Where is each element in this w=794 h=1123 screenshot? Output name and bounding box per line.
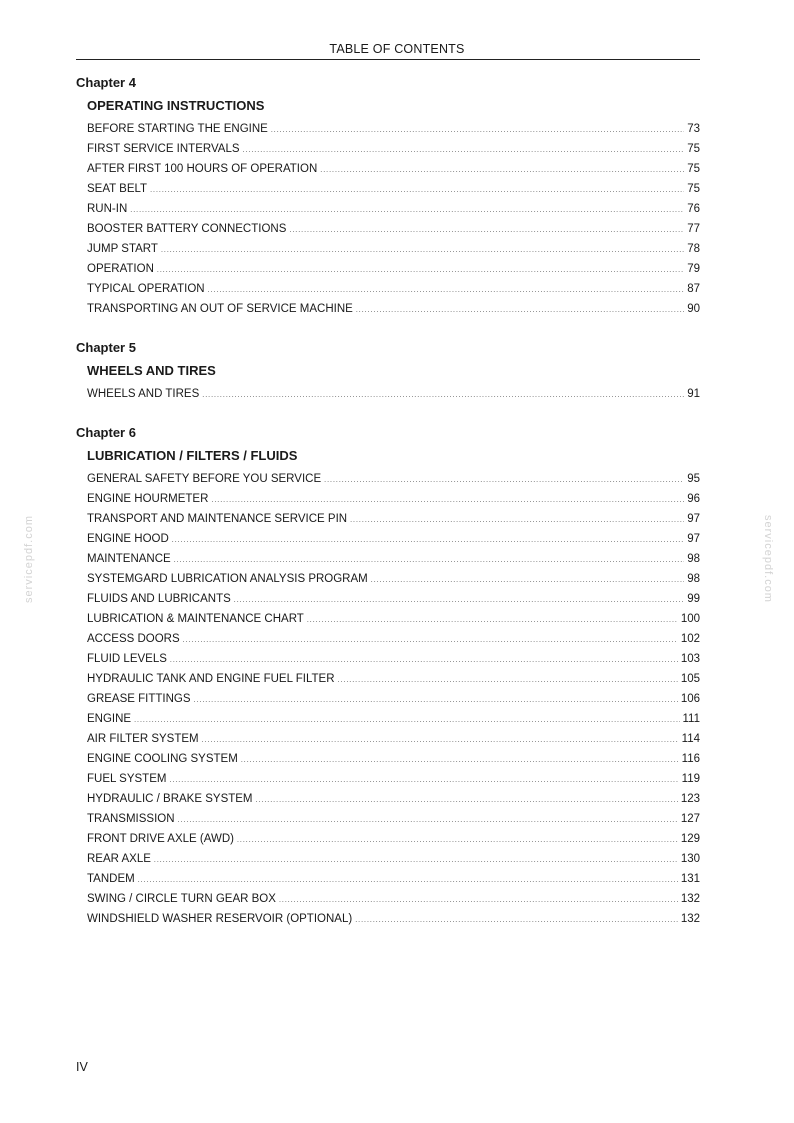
- toc-entry-page: 102: [680, 633, 700, 645]
- toc-entry-list: [87, 384, 700, 404]
- toc-entry-title: ACCESS DOORS: [87, 633, 180, 645]
- watermark-right: servicepdf.com: [762, 515, 774, 603]
- toc-entry-title: SEAT BELT: [87, 183, 148, 195]
- dot-leader: [355, 911, 678, 931]
- page-header-title: TABLE OF CONTENTS: [329, 42, 465, 56]
- toc-entry-title: ENGINE: [87, 713, 132, 725]
- toc-entry[interactable]: [87, 179, 700, 199]
- toc-entry-title: SYSTEMGARD LUBRICATION ANALYSIS PROGRAM: [87, 573, 368, 585]
- dot-leader: [208, 281, 685, 301]
- toc-entry[interactable]: [87, 219, 700, 239]
- toc-entry[interactable]: [87, 199, 700, 219]
- toc-entry-title: TRANSPORTING AN OUT OF SERVICE MACHINE: [87, 303, 353, 315]
- dot-leader: [243, 141, 685, 161]
- section-title: WHEELS AND TIRES: [87, 363, 216, 378]
- chapter-heading: Chapter 4: [76, 75, 136, 90]
- dot-leader: [356, 301, 684, 321]
- toc-entry-page: 123: [680, 793, 700, 805]
- dot-leader: [202, 386, 684, 406]
- toc-entry[interactable]: [87, 589, 700, 609]
- toc-entry-page: 91: [687, 388, 700, 400]
- dot-leader: [174, 551, 685, 571]
- dot-leader: [234, 591, 684, 611]
- toc-entry-page: 79: [687, 263, 700, 275]
- chapter-heading: Chapter 6: [76, 425, 136, 440]
- toc-entry-page: 73: [687, 123, 700, 135]
- dot-leader: [241, 751, 679, 771]
- toc-entry[interactable]: [87, 889, 700, 909]
- toc-entry-page: 75: [687, 183, 700, 195]
- toc-entry-title: WINDSHIELD WASHER RESERVOIR (OPTIONAL): [87, 913, 353, 925]
- toc-entry-title: FIRST SERVICE INTERVALS: [87, 143, 240, 155]
- toc-entry-title: BOOSTER BATTERY CONNECTIONS: [87, 223, 287, 235]
- toc-entry-title: SWING / CIRCLE TURN GEAR BOX: [87, 893, 276, 905]
- toc-entry-title: ENGINE HOOD: [87, 533, 169, 545]
- toc-entry-title: HYDRAULIC TANK AND ENGINE FUEL FILTER: [87, 673, 335, 685]
- toc-entry-page: 106: [680, 693, 700, 705]
- toc-entry-title: TRANSPORT AND MAINTENANCE SERVICE PIN: [87, 513, 348, 525]
- dot-leader: [134, 711, 679, 731]
- toc-entry[interactable]: [87, 729, 700, 749]
- toc-entry[interactable]: [87, 299, 700, 319]
- toc-entry[interactable]: [87, 709, 700, 729]
- toc-entry-title: AIR FILTER SYSTEM: [87, 733, 199, 745]
- dot-leader: [289, 221, 684, 241]
- toc-entry-title: TYPICAL OPERATION: [87, 283, 205, 295]
- dot-leader: [194, 691, 678, 711]
- toc-entry[interactable]: [87, 649, 700, 669]
- dot-leader: [202, 731, 679, 751]
- toc-entry-page: 114: [681, 733, 700, 745]
- toc-entry[interactable]: [87, 159, 700, 179]
- toc-entry-title: AFTER FIRST 100 HOURS OF OPERATION: [87, 163, 318, 175]
- dot-leader: [150, 181, 684, 201]
- toc-entry[interactable]: [87, 849, 700, 869]
- toc-entry-page: 95: [687, 473, 700, 485]
- toc-entry[interactable]: [87, 549, 700, 569]
- toc-entry-title: FUEL SYSTEM: [87, 773, 167, 785]
- toc-entry-page: 96: [687, 493, 700, 505]
- toc-entry-title: FRONT DRIVE AXLE (AWD): [87, 833, 234, 845]
- toc-entry[interactable]: [87, 529, 700, 549]
- toc-entry-page: 100: [680, 613, 700, 625]
- toc-entry[interactable]: [87, 139, 700, 159]
- toc-entry[interactable]: [87, 239, 700, 259]
- section-title: LUBRICATION / FILTERS / FLUIDS: [87, 448, 298, 463]
- dot-leader: [271, 121, 684, 141]
- toc-entry-title: TANDEM: [87, 873, 135, 885]
- toc-entry[interactable]: [87, 279, 700, 299]
- watermark-left: servicepdf.com: [23, 515, 35, 603]
- dot-leader: [170, 651, 678, 671]
- toc-entry-page: 105: [680, 673, 700, 685]
- toc-entry-title: REAR AXLE: [87, 853, 151, 865]
- toc-entry-page: 75: [687, 143, 700, 155]
- toc-entry[interactable]: [87, 749, 700, 769]
- toc-entry-title: OPERATION: [87, 263, 154, 275]
- toc-entry-title: WHEELS AND TIRES: [87, 388, 200, 400]
- toc-entry-page: 98: [687, 553, 700, 565]
- chapter-heading: Chapter 5: [76, 340, 136, 355]
- toc-entry-title: FLUID LEVELS: [87, 653, 167, 665]
- toc-entry-list: [87, 469, 700, 929]
- toc-entry-page: 87: [687, 283, 700, 295]
- toc-entry[interactable]: [87, 469, 700, 489]
- dot-leader: [279, 891, 678, 911]
- toc-entry-page: 127: [680, 813, 700, 825]
- toc-entry[interactable]: [87, 384, 700, 404]
- dot-leader: [183, 631, 678, 651]
- dot-leader: [237, 831, 678, 851]
- toc-entry-title: GREASE FITTINGS: [87, 693, 191, 705]
- toc-entry[interactable]: [87, 569, 700, 589]
- dot-leader: [320, 161, 684, 181]
- toc-entry-title: GENERAL SAFETY BEFORE YOU SERVICE: [87, 473, 322, 485]
- toc-entry-title: ENGINE HOURMETER: [87, 493, 209, 505]
- toc-entry-page: 129: [680, 833, 700, 845]
- toc-entry-title: BEFORE STARTING THE ENGINE: [87, 123, 268, 135]
- dot-leader: [256, 791, 678, 811]
- toc-entry[interactable]: [87, 809, 700, 829]
- dot-leader: [211, 491, 684, 511]
- dot-leader: [154, 851, 678, 871]
- toc-entry-title: HYDRAULIC / BRAKE SYSTEM: [87, 793, 253, 805]
- toc-entry-title: LUBRICATION & MAINTENANCE CHART: [87, 613, 304, 625]
- toc-entry-page: 98: [687, 573, 700, 585]
- dot-leader: [338, 671, 678, 691]
- toc-entry[interactable]: [87, 489, 700, 509]
- toc-entry-title: TRANSMISSION: [87, 813, 175, 825]
- toc-entry[interactable]: [87, 629, 700, 649]
- toc-entry-page: 77: [687, 223, 700, 235]
- toc-entry[interactable]: [87, 909, 700, 929]
- toc-entry-page: 97: [687, 513, 700, 525]
- dot-leader: [138, 871, 678, 891]
- toc-entry-title: MAINTENANCE: [87, 553, 171, 565]
- page-number: IV: [76, 1060, 88, 1074]
- chapter-block: [76, 339, 700, 404]
- toc-entry[interactable]: [87, 869, 700, 889]
- toc-entry-page: 116: [681, 753, 700, 765]
- toc-entry-page: 111: [682, 713, 700, 725]
- toc-entry[interactable]: [87, 689, 700, 709]
- toc-entry[interactable]: [87, 829, 700, 849]
- toc-entry-page: 130: [680, 853, 700, 865]
- toc-entry-page: 131: [680, 873, 700, 885]
- toc-entry-title: JUMP START: [87, 243, 158, 255]
- dot-leader: [178, 811, 678, 831]
- dot-leader: [350, 511, 684, 531]
- toc-entry-page: 76: [687, 203, 700, 215]
- toc-entry-page: 119: [681, 773, 700, 785]
- dot-leader: [324, 471, 684, 491]
- toc-entry-page: 99: [687, 593, 700, 605]
- dot-leader: [172, 531, 684, 551]
- dot-leader: [371, 571, 684, 591]
- dot-leader: [130, 201, 684, 221]
- toc-entry-page: 103: [680, 653, 700, 665]
- toc-entry-page: 75: [687, 163, 700, 175]
- toc-entry[interactable]: [87, 669, 700, 689]
- chapter-block: [76, 424, 700, 929]
- toc-entry-page: 97: [687, 533, 700, 545]
- dot-leader: [157, 261, 684, 281]
- toc-entry[interactable]: [87, 769, 700, 789]
- toc-entry-page: 78: [687, 243, 700, 255]
- toc-entry-page: 132: [680, 893, 700, 905]
- toc-entry-title: RUN-IN: [87, 203, 128, 215]
- toc-entry[interactable]: [87, 119, 700, 139]
- toc-entry-title: ENGINE COOLING SYSTEM: [87, 753, 238, 765]
- header-divider: [76, 59, 700, 60]
- toc-entry-list: [87, 119, 700, 319]
- dot-leader: [161, 241, 684, 261]
- table-of-contents: [76, 74, 700, 929]
- toc-entry-page: 90: [687, 303, 700, 315]
- toc-entry-title: FLUIDS AND LUBRICANTS: [87, 593, 231, 605]
- toc-entry[interactable]: [87, 259, 700, 279]
- dot-leader: [307, 611, 678, 631]
- dot-leader: [169, 771, 678, 791]
- section-title: OPERATING INSTRUCTIONS: [87, 98, 265, 113]
- chapter-block: [76, 74, 700, 319]
- toc-entry[interactable]: [87, 789, 700, 809]
- toc-entry-page: 132: [680, 913, 700, 925]
- toc-entry[interactable]: [87, 509, 700, 529]
- toc-entry[interactable]: [87, 609, 700, 629]
